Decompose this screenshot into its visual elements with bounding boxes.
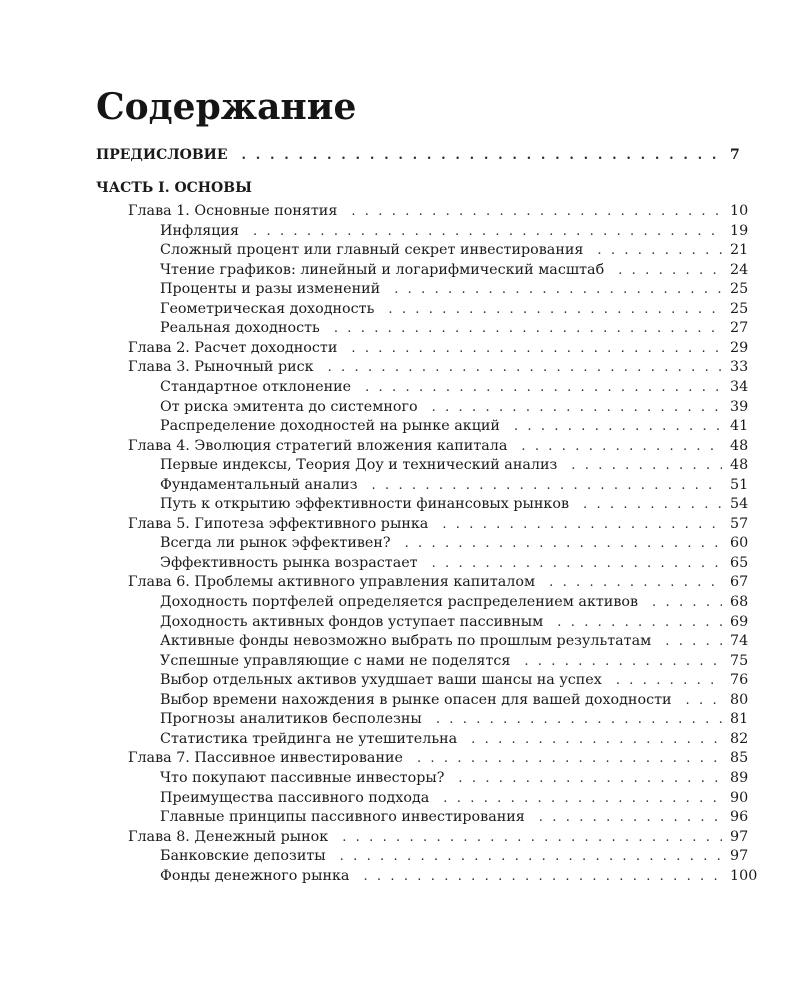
toc-chapter-entry[interactable] [128,514,764,534]
toc-entry-label: Глава 6. Проблемы активного управления капиталом [128,574,536,591]
dot-leader [351,339,722,359]
toc-page-number: 21 [730,242,749,259]
dot-leader [334,319,722,339]
toc-chapter-entry[interactable] [128,201,764,221]
toc-entry-label: Преимущества пассивного подхода [160,789,430,806]
toc-entry-label: Выбор отдельных активов ухудшает ваши шансы на успех [160,672,602,689]
dot-leader [340,847,722,867]
toc-page-number: 60 [730,535,749,552]
toc-page-number: 24 [730,261,749,278]
toc-entry-label: Прогнозы аналитиков бесполезны [160,711,422,728]
dot-leader [417,749,722,769]
toc-entry-label: Глава 7. Пассивное инвестирование [128,750,403,767]
toc-page-number: 100 [730,867,758,884]
toc-section-entry[interactable] [160,416,764,436]
toc-entry-label: Эффективность рынка возрастает [160,554,418,571]
page-title: Содержание [96,86,357,128]
dot-leader [514,417,722,437]
toc-section-entry[interactable] [160,592,764,612]
toc-entry-label: Глава 2. Расчет доходности [128,339,338,356]
dot-leader [665,632,722,652]
toc-page-number: 82 [730,730,749,747]
toc-section-entry[interactable] [160,279,764,299]
toc-section-entry[interactable] [160,631,764,651]
toc-entry-label: Главные принципы пассивного инвестирования [160,809,525,826]
toc-page-number: 67 [730,574,749,591]
toc-page-number: 76 [730,672,749,689]
dot-leader [242,146,722,166]
toc-page-number: 69 [730,613,749,630]
toc-page-number: 51 [730,476,749,493]
toc-section-entry[interactable] [160,612,764,632]
dot-leader [363,867,722,887]
toc-entry-label: Глава 5. Гипотеза эффективного рынка [128,515,429,532]
toc-page-number: 41 [730,418,749,435]
toc-entry-label: Доходность активных фондов уступает пассивным [160,613,544,630]
dot-leader [521,437,722,457]
dot-leader [524,652,722,672]
toc-entry-label: Первые индексы, Теория Доу и технический анализ [160,457,558,474]
toc-section-entry[interactable] [160,533,764,553]
toc-entry-label: Фонды денежного рынка [160,867,350,884]
toc-page-number: 96 [730,809,749,826]
toc-page-number: 97 [730,848,749,865]
toc-entry-label: От риска эмитента до системного [160,398,418,415]
dot-leader [597,241,722,261]
toc-entry-label: Всегда ли рынок эффективен? [160,535,391,552]
toc-section-entry[interactable] [160,553,764,573]
toc-entry-label: Активные фонды невозможно выбрать по прошлым результатам [160,633,652,650]
dot-leader [372,476,722,496]
toc-chapter-entry[interactable] [128,572,764,592]
toc-entry-label: Глава 8. Денежный рынок [128,828,329,845]
toc-entry-preface[interactable] [96,145,764,165]
toc-entry-label: Выбор времени нахождения в рынке опасен для вашей доходности [160,691,672,708]
toc-entry-label: Путь к открытию эффективности финансовых рынков [160,496,570,513]
dot-leader [442,515,722,535]
toc-section-entry[interactable] [160,846,764,866]
dot-leader [351,202,722,222]
dot-leader [405,534,722,554]
toc-section-entry[interactable] [160,807,764,827]
toc-entry-label: Что покупают пассивные инвесторы? [160,769,445,786]
toc-section-entry[interactable] [160,377,764,397]
toc-page-number: 65 [730,554,749,571]
toc-entry-label: Распределение доходностей на рынке акций [160,418,500,435]
toc-section-entry[interactable] [160,397,764,417]
dot-leader [549,573,722,593]
toc-entry-label: Глава 3. Рыночный риск [128,359,314,376]
toc-page-number: 33 [730,359,749,376]
toc-section-entry[interactable] [160,709,764,729]
dot-leader [471,730,722,750]
toc-page-number: 7 [730,147,740,163]
toc-entry-label: Чтение графиков: линейный и логарифмический масштаб [160,261,605,278]
dot-leader [686,691,722,711]
toc-page-number: 29 [730,339,749,356]
toc-page-number: 80 [730,691,749,708]
toc-entry-label: Сложный процент или главный секрет инвестирования [160,242,584,259]
toc-entry-label: ПРЕДИСЛОВИЕ [96,147,228,163]
dot-leader [443,789,722,809]
toc-entry-label: Банковские депозиты [160,848,326,865]
toc-section-entry[interactable] [160,670,764,690]
dot-leader [253,222,722,242]
toc-entry-label: Статистика трейдинга не утешительна [160,730,458,747]
toc-page-number: 48 [730,457,749,474]
toc-page-number: 39 [730,398,749,415]
toc-page-number: 74 [730,633,749,650]
toc-page-number: 89 [730,769,749,786]
toc-page-number: 48 [730,437,749,454]
toc-chapter-entry[interactable] [128,827,764,847]
dot-leader [342,828,722,848]
toc-section-entry[interactable] [160,455,764,475]
toc-section-entry[interactable] [160,651,764,671]
toc-section-entry[interactable] [160,475,764,495]
toc-chapter-entry[interactable] [128,748,764,768]
toc-page-number: 27 [730,320,749,337]
dot-leader [394,280,722,300]
dot-leader [571,456,722,476]
toc-entry-label: Доходность портфелей определяется распределением активов [160,594,639,610]
toc-entry-label: Геометрическая доходность [160,300,375,317]
part-heading: ЧАСТЬ I. ОСНОВЫ [96,180,252,196]
toc-entry-label: Проценты и разы изменений [160,281,381,298]
toc-entry-label: Стандартное отклонение [160,378,352,395]
toc-page-number: 75 [730,652,749,669]
dot-leader [539,808,722,828]
toc-page-number: 97 [730,828,749,845]
dot-leader [616,671,722,691]
toc-entry-label: Глава 4. Эволюция стратегий вложения капитала [128,437,508,454]
toc-section-entry[interactable] [160,866,764,886]
toc-entry-label: Глава 1. Основные понятия [128,203,338,219]
toc-page-number: 19 [730,222,749,239]
dot-leader [388,300,722,320]
dot-leader [432,398,722,418]
dot-leader [583,495,722,515]
toc-page-number: 34 [730,378,749,395]
toc-page-number: 85 [730,750,749,767]
toc-page-number: 10 [730,203,749,219]
toc-section-entry[interactable] [160,240,764,260]
toc-section-entry[interactable] [160,768,764,788]
toc-section-entry[interactable] [160,260,764,280]
toc-chapter-entry[interactable] [128,357,764,377]
toc-section-entry[interactable] [160,318,764,338]
toc-section-entry[interactable] [160,729,764,749]
toc-page-number: 54 [730,496,749,513]
toc-page-number: 25 [730,300,749,317]
toc-entry-label: Успешные управляющие с нами не поделятся [160,652,511,669]
toc-page-number: 25 [730,281,749,298]
toc-entry-label: Реальная доходность [160,320,320,337]
toc-page-number: 68 [730,594,749,610]
toc-chapter-entry[interactable] [128,436,764,456]
toc-section-entry[interactable] [160,494,764,514]
toc-entry-label: Фундаментальный анализ [160,476,358,493]
toc-section-entry[interactable] [160,221,764,241]
toc-page-number: 90 [730,789,749,806]
dot-leader [652,593,722,613]
toc-section-entry[interactable] [160,690,764,710]
toc-page-number: 81 [730,711,749,728]
toc-section-entry[interactable] [160,299,764,319]
dot-leader [458,769,722,789]
dot-leader [365,378,722,398]
toc-section-entry[interactable] [160,788,764,808]
toc-entry-label: Инфляция [160,222,240,239]
toc-page-number: 57 [730,515,749,532]
dot-leader [618,261,722,281]
toc-chapter-entry[interactable] [128,338,764,358]
dot-leader [432,554,722,574]
dot-leader [557,613,722,633]
dot-leader [436,710,722,730]
dot-leader [328,358,722,378]
